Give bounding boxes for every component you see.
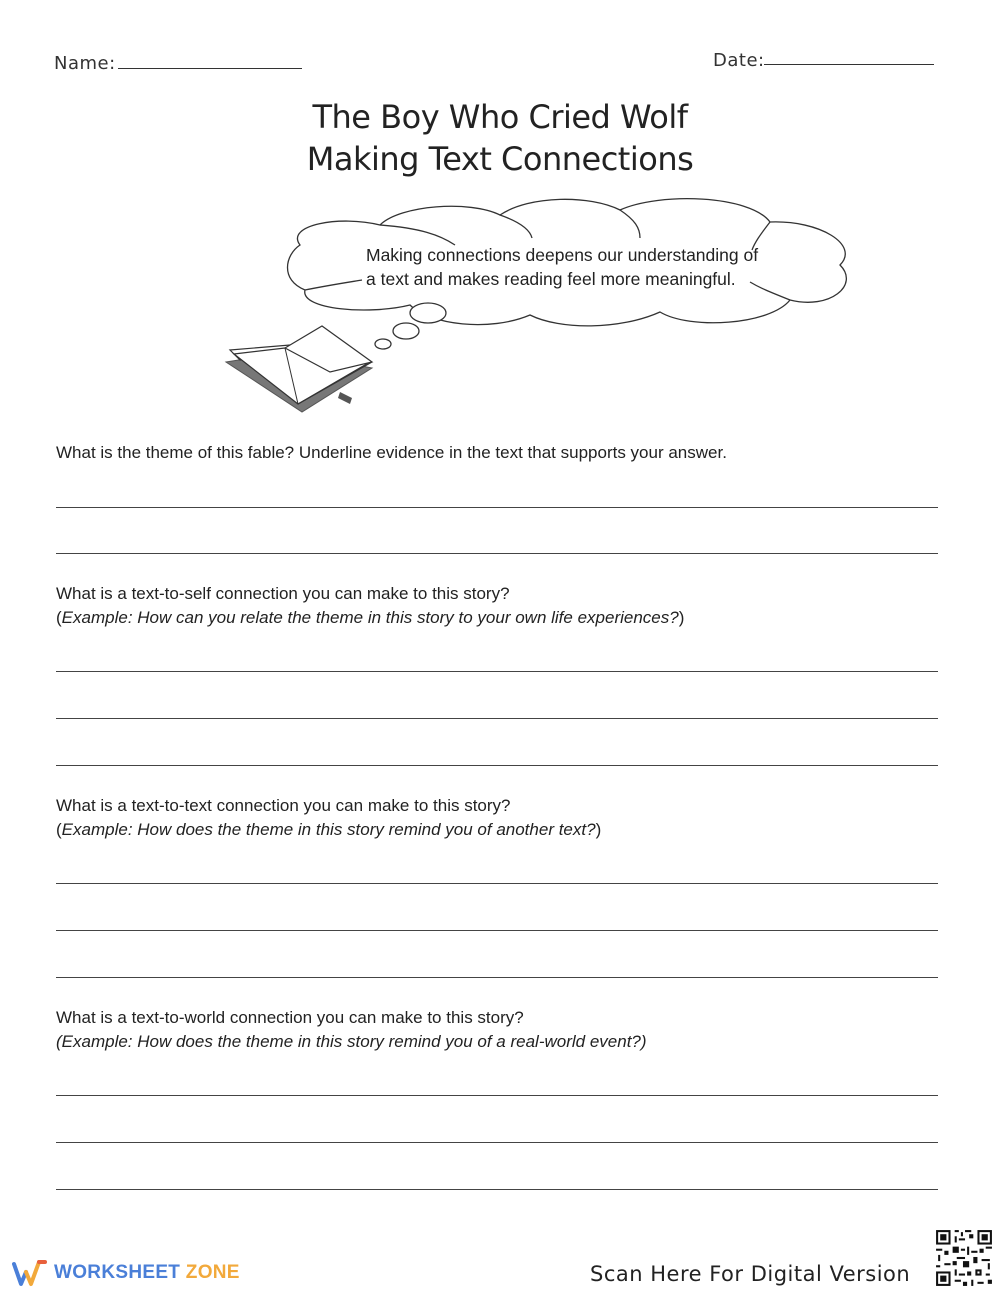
question-3-example-open: (: [56, 820, 62, 839]
question-3-example-text: Example: How does the theme in this story remind you of another text?: [61, 820, 596, 839]
thought-bubble-line-1: Making connections deepens our understanding of: [366, 245, 759, 265]
question-1-text: What is the theme of this fable? Underline evidence in the text that supports your answer.: [56, 443, 727, 462]
answer-line[interactable]: [56, 977, 938, 978]
brand-main: WORKSHEET: [54, 1262, 181, 1283]
answer-line[interactable]: [56, 507, 938, 508]
answer-line[interactable]: [56, 765, 938, 766]
worksheet-zone-brand[interactable]: [12, 1258, 240, 1288]
thought-bubble-line-2: a text and makes reading feel more meaningful.: [366, 269, 736, 289]
question-2-example-open: (: [56, 608, 62, 627]
question-2-text: What is a text-to-self connection you can make to this story?: [56, 584, 510, 603]
question-3-text: What is a text-to-text connection you can make to this story?: [56, 796, 511, 815]
question-4-text: What is a text-to-world connection you can make to this story?: [56, 1008, 524, 1027]
thought-cloud-illustration: [0, 0, 1000, 430]
answer-line[interactable]: [56, 1142, 938, 1143]
worksheet-zone-logo-icon: [12, 1258, 48, 1288]
answer-line[interactable]: [56, 930, 938, 931]
question-3-example-close: ): [595, 820, 602, 839]
title-line-1: The Boy Who Cried Wolf: [312, 98, 688, 136]
answer-line[interactable]: [56, 718, 938, 719]
question-4-example: [56, 1032, 647, 1052]
question-3-example: [56, 820, 601, 840]
question-2-example-text: Example: How can you relate the theme in this story to your own life experiences?: [61, 608, 679, 627]
answer-line[interactable]: [56, 883, 938, 884]
thought-bubble-text: [366, 243, 806, 291]
name-label: Name:: [54, 53, 116, 74]
answer-line[interactable]: [56, 671, 938, 672]
qr-code-icon[interactable]: [934, 1228, 994, 1288]
question-4-example-text: (Example: How does the theme in this story remind you of a real-world event?): [56, 1032, 647, 1051]
answer-line[interactable]: [56, 553, 938, 554]
book-icon: [226, 326, 372, 412]
brand-accent: ZONE: [185, 1262, 240, 1283]
scan-text: Scan Here For Digital Version: [590, 1262, 911, 1286]
title-line-2: Making Text Connections: [306, 140, 694, 178]
question-2-example-close: ): [678, 608, 685, 627]
answer-line[interactable]: [56, 1095, 938, 1096]
answer-line[interactable]: [56, 1189, 938, 1190]
question-2-example: [56, 608, 684, 628]
date-label: Date:: [713, 50, 765, 71]
brand-name: [54, 1262, 240, 1284]
